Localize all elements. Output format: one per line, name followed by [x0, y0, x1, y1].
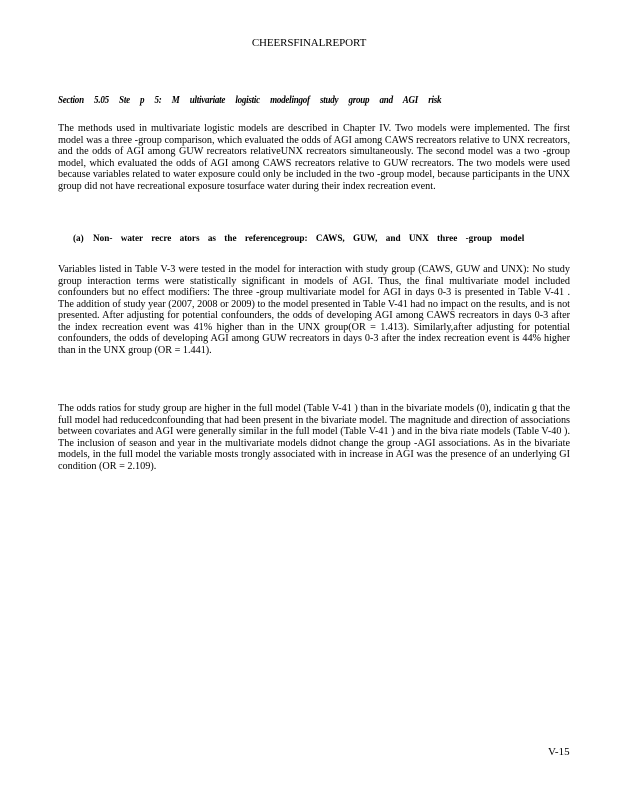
paragraph-odds-ratios: The odds ratios for study group are higher in the full model (Table V-41 ) than in the bivariate models (0), indicatin g that the full model had reducedconfounding that had been present in the bivariate model. The magnitude and direction of associations between covariates and AGI were generally similar in the full model (Table V-41 ) and in the biva riate models (Table V-40 ). The inclusion of season and year in the multivariate models didnot change the group -AGI associations. As in the bivariate models, in the full model the variable mosts trongly associated with in increase in AGI was the presence of an underlying GI condition (OR = 2.109). — [58, 403, 570, 472]
subsection-heading — [73, 233, 570, 245]
subsection-label: (a) — [73, 233, 84, 243]
report-title-header: CHEERSFINALREPORT — [251, 37, 367, 49]
paragraph-methods: The methods used in multivariate logistic models are described in Chapter IV. Two models were implemented. The first model was a three -group comparison, which evaluated the odds of AGI among CAWS recreators relative to UNX recreators, and the odds of AGI among GUW recreators relativeUNX recreators simultaneously. The second model was a two -group model, which evaluated the odds of AGI among CAWS recreators relative to GUW recreators. The two models were used because variables related to water exposure could only be included in the two -group model, because participants in the UNX group did not have recreational exposure tosurface water during their index recreation event. — [58, 123, 570, 192]
page-number: V-15 — [548, 746, 570, 758]
subsection-title: Non- water recre ators as the referencegroup: CAWS, GUW, and UNX three -group model — [93, 233, 525, 243]
section-heading: Section 5.05 Ste p 5: M ultivariate logistic modelingof study group and AGI risk — [58, 94, 442, 106]
paragraph-interaction-results: Variables listed in Table V-3 were tested in the model for interaction with study group (CAWS, GUW and UNX): No study group interaction terms were statistically significant in models of AGI. Thus, the final multivariate model included confounders but no effect modifiers: The three -group multivariate model for AGI in days 0-3 is presented in Table V-41 . The addition of study year (2007, 2008 or 2009) to the model presented in Table V-41 had no impact on the results, and is not presented. After adjusting for potential confounders, the odds of developing AGI among CAWS recreators in days 0-3 after the index recreation event was 41% higher than in the UNX group(OR = 1.413). Similarly,after adjusting for potential confounders, the odds of developing AGI among GUW recreators in days 0-3 after the index recreation event is 44% higher than in the UNX group (OR = 1.441). — [58, 264, 570, 356]
